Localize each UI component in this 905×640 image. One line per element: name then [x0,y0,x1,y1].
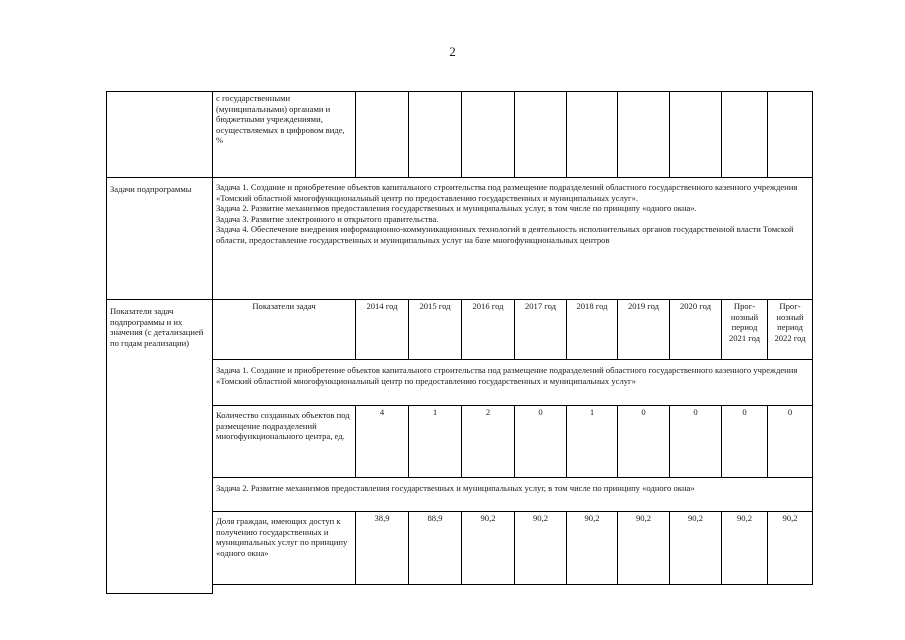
task-4-text: Задача 4. Обеспечение внедрения информационно-коммуникационных технологий в деятельность исполнительных органов государственной власти Томской области, предоставление государственных и муниципальных услуг на базе многофункциональных центров [216,224,794,245]
header-forecast-2022: Прог-нозный период 2022 год [768,300,813,360]
indicators-label: Показатели задач подпрограммы и их значения (с детализацией по годам реализации) [107,300,213,594]
continuation-indicator-cell: с государственными (муниципальными) органами и бюджетными учреждениями, осуществляемых в цифровом виде, % [213,92,356,178]
indicator-1-value-2014: 4 [356,406,409,478]
indicator-2-value-2016: 90,2 [462,512,515,585]
empty-cell [768,92,813,178]
empty-cell [356,92,409,178]
indicator-1-row [107,406,813,478]
empty-cell [618,92,670,178]
task-3-text: Задача 3. Развитие электронного и открытого правительства. [216,213,439,224]
passport-table [106,91,813,594]
empty-cell [567,92,618,178]
task-2-text: Задача 2. Развитие механизмов предоставления государственных и муниципальных услуг, в том числе по принципу «одного окна». [216,203,697,214]
indicator-1-name: Количество созданных объектов под размещение подразделений многофункционального центра, ед. [213,406,356,478]
header-year-2019: 2019 год [618,300,670,360]
empty-cell [515,92,567,178]
indicator-1-value-2016: 2 [462,406,515,478]
header-year-2016: 2016 год [462,300,515,360]
task-2-heading: Задача 2. Развитие механизмов предоставления государственных и муниципальных услуг, в том числе по принципу «одного окна» [213,478,813,512]
header-year-2017: 2017 год [515,300,567,360]
task-2-heading-row [107,478,813,512]
indicators-header-row [107,300,813,360]
indicator-2-value-2017: 90,2 [515,512,567,585]
page-number: 2 [449,44,456,59]
tasks-list [213,178,813,300]
indicator-1-value-2019: 0 [618,406,670,478]
indicator-1-value-2020: 0 [670,406,722,478]
indicator-2-value-2015: 88,9 [409,512,462,585]
indicator-1-value-2021: 0 [722,406,768,478]
empty-cell [722,92,768,178]
indicator-2-row [107,512,813,585]
indicator-2-value-2022: 90,2 [768,512,813,585]
task-1-text: Задача 1. Создание и приобретение объектов капитального строительства под размещение подразделений областного государственного казенного учреждения «Томский областной многофункциональный центр по предоставлению государственных и муниципальных услуг». [216,182,798,203]
tasks-row [107,178,813,300]
tasks-label: Задачи подпрограммы [107,178,213,300]
indicator-1-value-2015: 1 [409,406,462,478]
header-year-2018: 2018 год [567,300,618,360]
header-year-2020: 2020 год [670,300,722,360]
indicator-2-name: Доля граждан, имеющих доступ к получению государственных и муниципальных услуг по принципу «одного окна» [213,512,356,585]
indicator-2-value-2020: 90,2 [670,512,722,585]
header-year-2015: 2015 год [409,300,462,360]
empty-cell [462,92,515,178]
empty-cell [670,92,722,178]
task-1-heading-row [107,360,813,406]
indicator-1-value-2022: 0 [768,406,813,478]
task-1-heading: Задача 1. Создание и приобретение объектов капитального строительства под размещение подразделений областного государственного казенного учреждения «Томский областной многофункциональный центр по предоставлению государственных и муниципальных услуг» [213,360,813,406]
continuation-row [107,92,813,178]
indicator-2-value-2021: 90,2 [722,512,768,585]
header-indicator-name: Показатели задач [213,300,356,360]
indicator-1-value-2017: 0 [515,406,567,478]
header-forecast-2021: Прог-нозный период 2021 год [722,300,768,360]
passport-table-sheet [106,91,812,594]
indicator-2-value-2019: 90,2 [618,512,670,585]
indicator-1-value-2018: 1 [567,406,618,478]
continuation-label-cell [107,92,213,178]
header-year-2014: 2014 год [356,300,409,360]
empty-cell [409,92,462,178]
indicator-2-value-2018: 90,2 [567,512,618,585]
indicator-2-value-2014: 38,9 [356,512,409,585]
